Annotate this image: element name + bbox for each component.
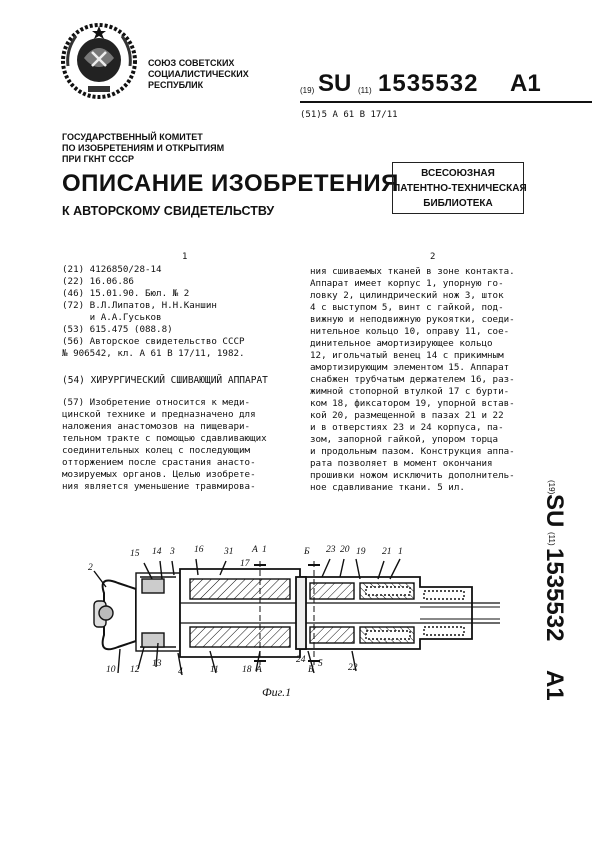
union-line: СОЦИАЛИСТИЧЕСКИХ <box>148 69 249 79</box>
abstract-line: Аппарат имеет корпус 1, упорную го- <box>310 278 504 289</box>
column-number-left: 1 <box>182 252 188 262</box>
biblio-line: (22) 16.06.86 <box>62 276 134 287</box>
ipc-class: A 61 B 17/11 <box>332 110 398 120</box>
ipc-field-tag: (51)5 <box>300 110 328 120</box>
label-13: 13 <box>152 659 162 669</box>
abstract-line: амортизирующим элементом 15. Аппарат <box>310 362 510 373</box>
side-field-19: (19) <box>547 480 556 495</box>
abstract-line: динительное амортизирующее кольцо <box>310 338 493 349</box>
side-country-code: SU <box>541 494 568 528</box>
biblio-line: (72) В.Л.Липатов, Н.Н.Каншин <box>62 300 217 311</box>
side-patent-number <box>537 480 577 716</box>
biblio-line: и А.А.Гуськов <box>62 312 162 323</box>
abstract-line: цинской технике и предназначено для <box>62 409 256 420</box>
ussr-emblem-icon <box>58 20 140 102</box>
field-19-tag: (19) <box>300 86 315 95</box>
abstract-line: кой 20, размещенной в пазах 21 и 22 <box>310 410 504 421</box>
label-3: 3 <box>170 547 175 557</box>
label-12: 12 <box>130 665 140 675</box>
label-18: 18 <box>242 665 252 675</box>
abstract-line: отторжением после срастания анасто- <box>62 457 256 468</box>
label-section-a-bottom: А <box>256 665 262 675</box>
label-23: 23 <box>326 545 336 555</box>
biblio-line: (46) 15.01.90. Бюл. № 2 <box>62 288 190 299</box>
biblio-line: № 906542, кл. А 61 В 17/11, 1982. <box>62 348 245 359</box>
abstract-line: прошивки ножом исключить дополнитель- <box>310 470 515 481</box>
abstract-line: и в отверстиях 23 и 24 корпуса, па- <box>310 422 504 433</box>
abstract-line: 4 с выступом 5, винт с гайкой, под- <box>310 302 504 313</box>
abstract-right-column <box>310 266 542 494</box>
country-code: SU <box>318 70 352 97</box>
abstract-line: мозируемых органов. Целью изобрете- <box>62 469 256 480</box>
field-11-tag: (11) <box>358 86 372 95</box>
biblio-line: (53) 615.475 (088.8) <box>62 324 173 335</box>
label-10: 10 <box>106 665 116 675</box>
abstract-left-column <box>62 397 290 493</box>
abstract-line: соединительных колец с последующим <box>62 445 251 456</box>
label-16: 16 <box>194 545 204 555</box>
document-title: ОПИСАНИЕ ИЗОБРЕТЕНИЯ <box>62 170 399 197</box>
label-15: 15 <box>130 549 140 559</box>
abstract-line: и продольным пазом. Конструкция аппа- <box>310 446 515 457</box>
label-21: 21 <box>382 547 392 557</box>
document-subtitle: К АВТОРСКОМУ СВИДЕТЕЛЬСТВУ <box>62 204 275 218</box>
column-number-right: 2 <box>430 252 436 262</box>
label-1: 1 <box>398 547 403 557</box>
library-stamp <box>392 162 527 214</box>
patent-number: 1535532 <box>378 70 479 97</box>
abstract-line: ное сдавливание ткани. 5 ил. <box>310 482 465 493</box>
side-patent-number-text: 1535532 <box>541 548 568 642</box>
abstract-line: ния сшиваемых тканей в зоне контакта. <box>310 266 515 277</box>
kind-code: A1 <box>510 70 541 97</box>
label-5: 5 <box>318 659 323 669</box>
biblio-line: (21) 4126850/28-14 <box>62 264 162 275</box>
invention-title: (54) ХИРУРГИЧЕСКИЙ СШИВАЮЩИЙ АППАРАТ <box>62 375 268 386</box>
abstract-line: снабжен трубчатым держателем 16, раз- <box>310 374 515 385</box>
stamp-line: ВСЕСОЮЗНАЯ <box>421 168 495 179</box>
abstract-line: ком 18, фиксатором 19, упорной встав- <box>310 398 515 409</box>
bibliographic-data <box>62 264 245 360</box>
label-section-a-index: 1 <box>262 545 267 555</box>
label-section-b-bottom: Б <box>308 665 314 675</box>
label-22: 22 <box>348 663 358 673</box>
figure-caption: Фиг.1 <box>262 685 292 699</box>
abstract-line: вижную и неподвижную рукоятки, соеди- <box>310 314 515 325</box>
stamp-line: БИБЛИОТЕКА <box>423 198 493 209</box>
side-field-11: (11) <box>547 532 556 546</box>
label-19: 19 <box>356 547 366 557</box>
union-line: СОЮЗ СОВЕТСКИХ <box>148 58 235 68</box>
label-2: 2 <box>88 563 93 573</box>
label-section-b-top: Б <box>304 547 310 557</box>
abstract-line: ловку 2, цилиндрический нож 3, шток <box>310 290 504 301</box>
label-20: 20 <box>340 545 350 555</box>
label-11: 11 <box>210 665 219 675</box>
committee-line: ГОСУДАРСТВЕННЫЙ КОМИТЕТ <box>62 132 203 142</box>
committee-line: ПРИ ГКНТ СССР <box>62 154 135 164</box>
stamp-line: ПАТЕНТНО-ТЕХНИЧЕСКАЯ <box>393 183 527 194</box>
biblio-line: (56) Авторское свидетельство СССР <box>62 336 245 347</box>
committee-name <box>62 132 224 165</box>
abstract-line: (57) Изобретение относится к меди- <box>62 397 251 408</box>
label-4: 4 <box>178 667 183 677</box>
abstract-line: 12, игольчатый венец 14 с прикимным <box>310 350 504 361</box>
drawing-labels <box>60 535 500 700</box>
abstract-line: рата позволяет в момент окончания <box>310 458 493 469</box>
label-section-a-top: А <box>252 545 258 555</box>
number-underline <box>300 101 592 103</box>
label-17: 17 <box>240 559 250 569</box>
abstract-line: тельном тракте с помощью сдавливающих <box>62 433 267 444</box>
ipc-classification <box>300 110 398 120</box>
abstract-line: ния является уменьшение травмирова- <box>62 481 256 492</box>
label-14: 14 <box>152 547 162 557</box>
side-kind-code: A1 <box>541 670 568 701</box>
abstract-line: жимной стопорной втулкой 17 с бурти- <box>310 386 510 397</box>
abstract-line: нительное кольцо 10, оправу 11, сое- <box>310 326 510 337</box>
label-31: 31 <box>224 547 234 557</box>
abstract-line: зом, запорной гайкой, упором торца <box>310 434 499 445</box>
union-name <box>148 58 249 91</box>
committee-line: ПО ИЗОБРЕТЕНИЯМ И ОТКРЫТИЯМ <box>62 143 225 153</box>
publication-number <box>300 70 592 100</box>
abstract-line: наложения анастомозов на пищевари- <box>62 421 251 432</box>
union-line: РЕСПУБЛИК <box>148 80 204 90</box>
label-24: 24 <box>296 655 306 665</box>
